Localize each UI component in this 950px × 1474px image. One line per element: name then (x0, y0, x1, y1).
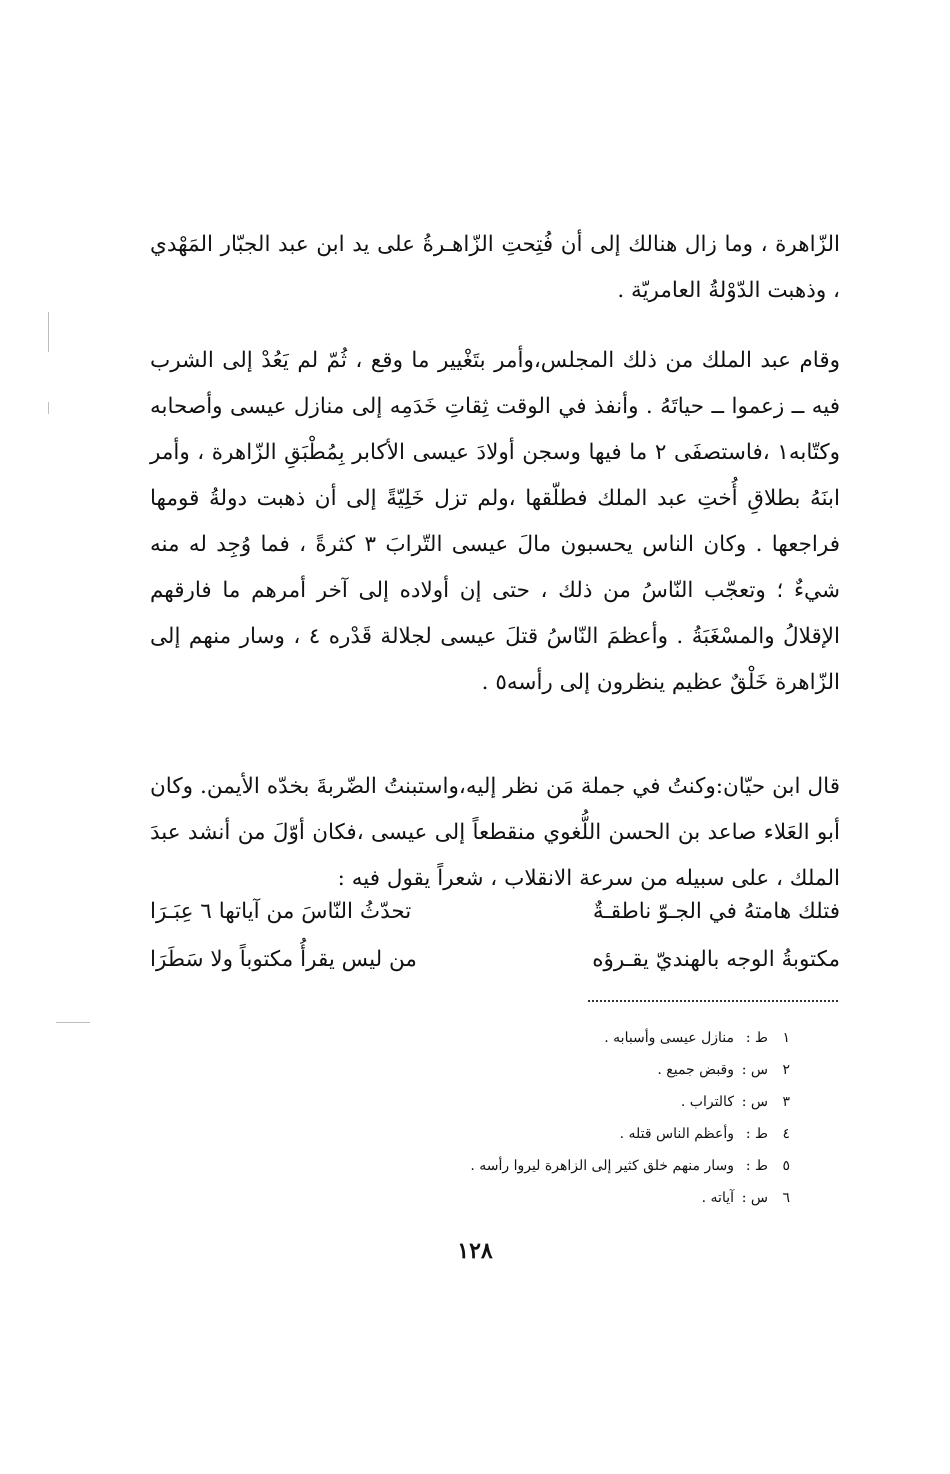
footnote-item (300, 1150, 790, 1182)
footnote-separator (588, 1000, 838, 1002)
footnote-text: وسار منهم خلق كثير إلى الزاهرة ليروا رأسه . (470, 1158, 734, 1174)
verse-line (150, 936, 840, 984)
verse-second-hemistich: من ليس يقرأُ مكتوباً ولا سَطَرَا (150, 947, 417, 972)
footnote-item (300, 1086, 790, 1118)
verse-line (150, 888, 840, 936)
footnote-text: وأعظم الناس قتله . (619, 1126, 734, 1142)
footnote-source: ط : (745, 1126, 768, 1142)
poem-verses (150, 888, 840, 984)
footnote-number: ٤ (782, 1126, 790, 1142)
paragraph-2: وقام عبد الملك من ذلك المجلس،وأمر بتَغْيير ما وقع ، ثُمّ لم يَعُدْ إلى الشرب فيه ــ زعموا ــ حياتَهُ . وأنفذ في الوقت ثِقاتِ خَدَمِه إلى منازل عيسى وأصحابه وكتّابه١ ،فاستصفَى ٢ ما فيها وسجن أولادَ عيسى الأكابر بِمُطْبَقِ الزّاهرة ، وأمر ابنَهُ بطلاقِ أُختِ عبد الملك فطلّقها ،ولم تزل خَلِيّةً إلى أن ذهبت دولةُ قومها فراجعها . وكان الناس يحسبون مالَ عيسى التّرابَ ٣ كثرةً ، فما وُجِد له منه شيءٌ ؛ وتعجّب النّاسُ من ذلك ، حتى إن أولاده إلى آخر أمرهم ما فارقهم الإقلالُ والمسْغَبَةُ . وأعظمَ النّاسُ قتلَ عيسى لجلالة قَدْره ٤ ، وسار منهم إلى الزّاهرة خَلْقٌ عظيم ينظرون إلى رأسه٥ . (150, 347, 841, 695)
footnote-item (300, 1054, 790, 1086)
footnotes (300, 1022, 790, 1214)
footnote-source: س : (741, 1094, 768, 1110)
footnote-source: س : (741, 1062, 768, 1078)
footnote-number: ٣ (782, 1094, 790, 1110)
paragraph-1: الزّاهرة ، وما زال هنالك إلى أن فُتِحتِ الزّاهـرةُ على يد ابن عبد الجبّار المَهْدي ، وذهبت الدّوْلةُ العامريّة . (150, 231, 840, 303)
scan-margin-mark (56, 1022, 90, 1023)
paragraph-3: قال ابن حيّان:وكنتُ في جملة مَن نظر إليه،واستبنتُ الضّربةَ بخدّه الأيمن. وكان أبو العَلاء صاعد بن الحسن اللُّغوي منقطعاً إلى عيسى ،فكان أوّلَ من أنشد عبدَ الملك ، على سبيله من سرعة الانقلاب ، شعراً يقول فيه : (150, 773, 840, 891)
footnote-number: ١ (782, 1030, 790, 1046)
footnote-source: ط : (745, 1158, 768, 1174)
verse-second-hemistich: تحدّثُ النّاسَ من آياتها ٦ عِبَـرَا (150, 899, 412, 924)
footnote-item (300, 1118, 790, 1150)
footnote-source: ط : (745, 1030, 768, 1046)
footnote-number: ٦ (782, 1190, 790, 1206)
footnote-text: كالتراب . (680, 1094, 734, 1110)
footnote-text: آياته . (701, 1190, 734, 1206)
footnote-item (300, 1182, 790, 1214)
scan-margin-mark (48, 312, 49, 352)
verse-first-hemistich: فتلك هامتهُ في الجـوّ ناطقـةٌ (592, 899, 840, 924)
footnote-text: وقبض جميع . (657, 1062, 734, 1078)
page-number: ١٢٨ (457, 1238, 493, 1264)
verse-first-hemistich: مكتوبةُ الوجه بالهنديّ يقـرؤه (592, 947, 840, 972)
footnote-item (300, 1022, 790, 1054)
footnote-source: س : (741, 1190, 768, 1206)
footnote-number: ٢ (782, 1062, 790, 1078)
footnote-number: ٥ (782, 1158, 790, 1174)
scan-margin-mark (48, 402, 49, 414)
footnote-text: منازل عيسى وأسبابه . (604, 1030, 734, 1046)
